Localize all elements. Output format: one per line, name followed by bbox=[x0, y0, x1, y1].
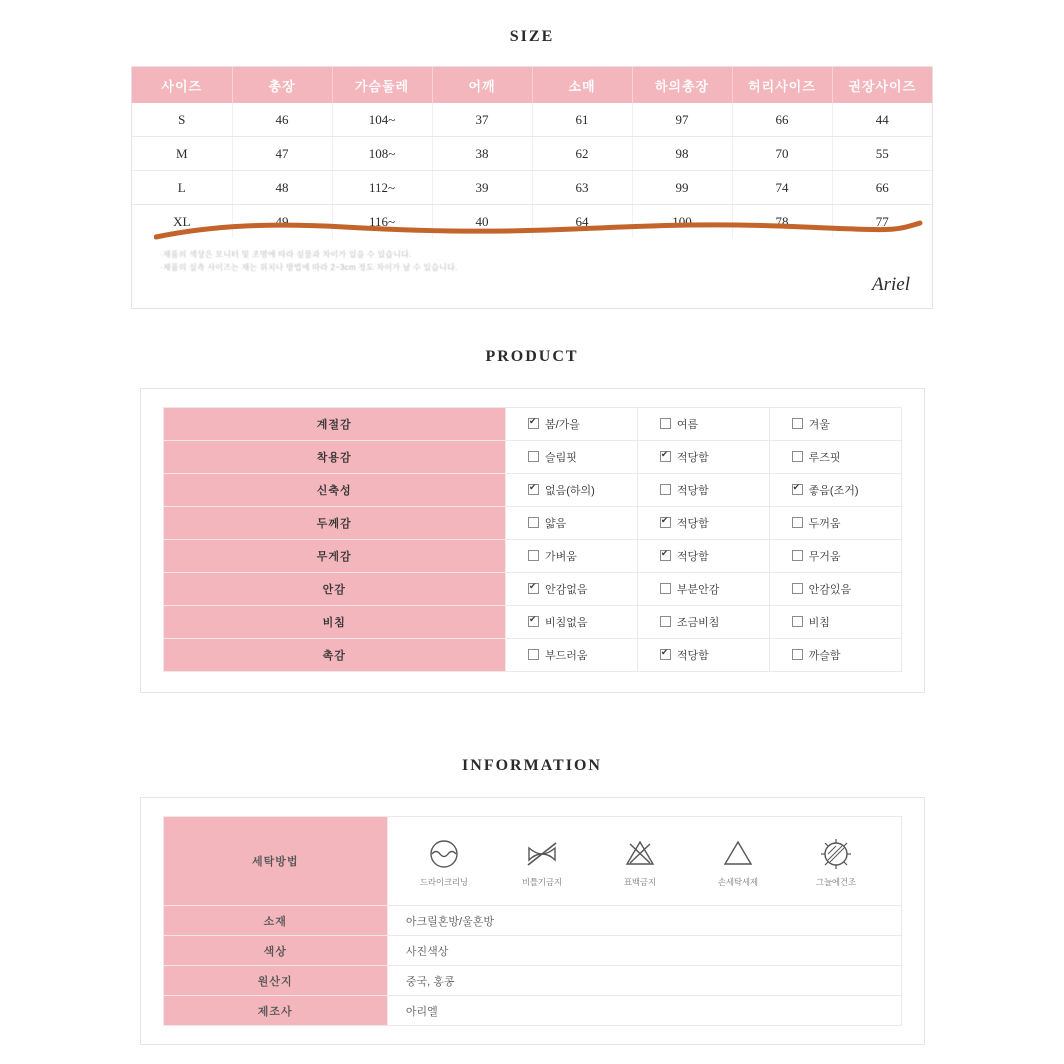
product-option-label: 적당함 bbox=[676, 452, 709, 464]
size-cell: L bbox=[132, 171, 232, 205]
care-caption: 손세탁세제 bbox=[717, 877, 758, 887]
size-cell: 116~ bbox=[332, 205, 432, 239]
product-option-label: 두꺼움 bbox=[808, 518, 841, 530]
checkbox-icon[interactable] bbox=[660, 583, 671, 594]
table-row bbox=[163, 408, 901, 441]
checkbox-checked-icon[interactable] bbox=[528, 418, 539, 429]
size-table-header-row bbox=[132, 67, 932, 103]
checkbox-icon[interactable] bbox=[792, 550, 803, 561]
info-label: 소재 bbox=[163, 906, 387, 936]
table-row bbox=[132, 137, 932, 171]
checkbox-icon[interactable] bbox=[660, 484, 671, 495]
checkbox-icon[interactable] bbox=[528, 451, 539, 462]
product-option-label: 부드러움 bbox=[544, 650, 588, 662]
information-section bbox=[0, 757, 1064, 1045]
product-option-label: 조금비침 bbox=[676, 617, 720, 629]
product-attribute-label: 안감 bbox=[163, 573, 505, 606]
table-row bbox=[132, 103, 932, 137]
care-caption: 그늘에건조 bbox=[815, 877, 856, 887]
care-item bbox=[604, 834, 676, 888]
product-attribute-label: 신축성 bbox=[163, 474, 505, 507]
size-cell: 37 bbox=[432, 103, 532, 137]
info-value: 아리엘 bbox=[387, 996, 901, 1026]
table-row bbox=[163, 996, 901, 1026]
size-col-4: 소매 bbox=[532, 67, 632, 103]
product-option-label: 무거움 bbox=[808, 551, 841, 563]
size-col-1: 총장 bbox=[232, 67, 332, 103]
product-attribute-label: 비침 bbox=[163, 606, 505, 639]
checkbox-icon[interactable] bbox=[528, 517, 539, 528]
size-cell: 66 bbox=[832, 171, 932, 205]
care-icons bbox=[398, 834, 891, 888]
checkbox-checked-icon[interactable] bbox=[528, 583, 539, 594]
table-row bbox=[163, 540, 901, 573]
information-title: INFORMATION bbox=[462, 757, 602, 774]
checkbox-icon[interactable] bbox=[660, 616, 671, 627]
size-cell: 100 bbox=[632, 205, 732, 239]
product-option[interactable] bbox=[637, 573, 769, 606]
size-section bbox=[0, 28, 1064, 309]
product-table bbox=[163, 407, 902, 672]
size-cell: 77 bbox=[875, 213, 889, 229]
product-option[interactable] bbox=[505, 540, 637, 573]
size-cell: 98 bbox=[632, 137, 732, 171]
table-row bbox=[163, 474, 901, 507]
information-table bbox=[163, 816, 902, 1026]
care-caption: 비틀기금지 bbox=[521, 877, 562, 887]
care-caption: 드라이크리닝 bbox=[419, 877, 468, 887]
size-cell: 38 bbox=[432, 137, 532, 171]
product-attribute-label: 두께감 bbox=[163, 507, 505, 540]
size-cell: 61 bbox=[532, 103, 632, 137]
info-label: 색상 bbox=[163, 936, 387, 966]
product-option-label: 좋음(조거) bbox=[808, 485, 859, 497]
product-option[interactable] bbox=[769, 408, 901, 441]
size-cell: 70 bbox=[732, 137, 832, 171]
size-col-2: 가슴둘레 bbox=[332, 67, 432, 103]
product-option[interactable] bbox=[637, 540, 769, 573]
size-card bbox=[131, 66, 933, 309]
care-item bbox=[800, 834, 872, 888]
size-cell: 46 bbox=[232, 103, 332, 137]
product-card bbox=[140, 388, 925, 693]
table-row bbox=[163, 573, 901, 606]
info-value: 중국, 홍콩 bbox=[387, 966, 901, 996]
product-option[interactable] bbox=[637, 507, 769, 540]
product-attribute-label: 착용감 bbox=[163, 441, 505, 474]
product-option[interactable] bbox=[637, 606, 769, 639]
checkbox-icon[interactable] bbox=[528, 550, 539, 561]
product-option-label: 안감없음 bbox=[544, 584, 588, 596]
product-option-label: 적당함 bbox=[676, 551, 709, 563]
product-option[interactable] bbox=[505, 573, 637, 606]
care-icons-cell bbox=[387, 817, 901, 906]
size-cell: 39 bbox=[432, 171, 532, 205]
size-col-3: 어깨 bbox=[432, 67, 532, 103]
product-option-label: 적당함 bbox=[676, 485, 709, 497]
product-option-label: 안감있음 bbox=[808, 584, 852, 596]
size-notes bbox=[132, 238, 932, 308]
info-label: 제조사 bbox=[163, 996, 387, 1026]
size-cell: M bbox=[132, 137, 232, 171]
product-option[interactable] bbox=[505, 606, 637, 639]
checkbox-checked-icon[interactable] bbox=[528, 484, 539, 495]
size-col-0: 사이즈 bbox=[132, 67, 232, 103]
size-cell: 104~ bbox=[332, 103, 432, 137]
checkbox-checked-icon[interactable] bbox=[528, 616, 539, 627]
checkbox-checked-icon[interactable] bbox=[660, 517, 671, 528]
care-label: 세탁방법 bbox=[163, 817, 387, 906]
size-title: SIZE bbox=[509, 28, 555, 45]
information-card bbox=[140, 797, 925, 1045]
size-cell: 108~ bbox=[332, 137, 432, 171]
size-table bbox=[132, 67, 932, 238]
size-col-5: 하의총장 bbox=[632, 67, 732, 103]
size-cell: 74 bbox=[732, 171, 832, 205]
product-option[interactable] bbox=[505, 441, 637, 474]
product-option[interactable] bbox=[505, 639, 637, 672]
size-cell: XL bbox=[132, 205, 232, 239]
product-option[interactable] bbox=[769, 474, 901, 507]
product-title: PRODUCT bbox=[485, 348, 579, 365]
size-cell: S bbox=[132, 103, 232, 137]
product-option-label: 까슬함 bbox=[808, 650, 841, 662]
table-row bbox=[163, 441, 901, 474]
product-option-label: 슬림핏 bbox=[544, 452, 577, 464]
size-col-7: 권장사이즈 bbox=[832, 67, 932, 103]
table-row bbox=[163, 606, 901, 639]
table-row bbox=[163, 639, 901, 672]
care-item bbox=[408, 834, 480, 888]
checkbox-checked-icon[interactable] bbox=[660, 649, 671, 660]
checkbox-icon[interactable] bbox=[528, 649, 539, 660]
care-item bbox=[702, 834, 774, 888]
product-option-label: 겨울 bbox=[808, 419, 830, 431]
size-cell: 97 bbox=[632, 103, 732, 137]
product-option[interactable] bbox=[769, 507, 901, 540]
product-option-label: 부분안감 bbox=[676, 584, 720, 596]
product-option[interactable] bbox=[505, 408, 637, 441]
product-option[interactable] bbox=[769, 441, 901, 474]
product-option-label: 루즈핏 bbox=[808, 452, 841, 464]
product-option-label: 적당함 bbox=[676, 650, 709, 662]
dry-clean-icon bbox=[408, 834, 480, 874]
product-option-label: 얇음 bbox=[544, 518, 567, 530]
size-cell: 40 bbox=[432, 205, 532, 239]
no-bleach-icon bbox=[604, 834, 676, 874]
checkbox-checked-icon[interactable] bbox=[792, 484, 803, 495]
size-cell: 63 bbox=[532, 171, 632, 205]
product-option[interactable] bbox=[505, 474, 637, 507]
product-option[interactable] bbox=[637, 474, 769, 507]
checkbox-checked-icon[interactable] bbox=[660, 550, 671, 561]
size-cell: 64 bbox=[532, 205, 632, 239]
product-option[interactable] bbox=[769, 606, 901, 639]
product-option-label: 없음(하의) bbox=[544, 485, 595, 497]
checkbox-icon[interactable] bbox=[660, 418, 671, 429]
product-option-label: 가벼움 bbox=[544, 551, 577, 563]
size-cell: 66 bbox=[732, 103, 832, 137]
product-section bbox=[0, 348, 1064, 693]
size-cell: 112~ bbox=[332, 171, 432, 205]
info-value: 사진색상 bbox=[387, 936, 901, 966]
size-cell: 48 bbox=[232, 171, 332, 205]
table-row bbox=[163, 966, 901, 996]
table-row bbox=[163, 906, 901, 936]
size-cell: 47 bbox=[232, 137, 332, 171]
product-option-label: 비침없음 bbox=[544, 617, 588, 629]
size-cell: 62 bbox=[532, 137, 632, 171]
table-row bbox=[132, 205, 932, 239]
product-option-label: 봄/가을 bbox=[544, 419, 580, 431]
product-attribute-label: 촉감 bbox=[163, 639, 505, 672]
product-option[interactable] bbox=[505, 507, 637, 540]
checkbox-checked-icon[interactable] bbox=[660, 451, 671, 462]
checkbox-icon[interactable] bbox=[792, 517, 803, 528]
shade-dry-icon bbox=[800, 834, 872, 874]
product-option[interactable] bbox=[637, 408, 769, 441]
info-label: 원산지 bbox=[163, 966, 387, 996]
brand-logo: Ariel bbox=[872, 274, 910, 295]
checkbox-icon[interactable] bbox=[792, 418, 803, 429]
size-col-6: 허리사이즈 bbox=[732, 67, 832, 103]
product-attribute-label: 무게감 bbox=[163, 540, 505, 573]
size-note-2: ·제품의 실측 사이즈는 재는 위치나 방법에 따라 2~3cm 정도 차이가 날 수 있습니다. bbox=[160, 263, 458, 272]
table-row bbox=[132, 171, 932, 205]
checkbox-icon[interactable] bbox=[792, 451, 803, 462]
product-option-label: 적당함 bbox=[676, 518, 709, 530]
product-option[interactable] bbox=[637, 639, 769, 672]
checkbox-icon[interactable] bbox=[792, 583, 803, 594]
checkbox-icon[interactable] bbox=[792, 649, 803, 660]
size-cell: 44 bbox=[832, 103, 932, 137]
product-option[interactable] bbox=[769, 573, 901, 606]
no-wring-icon bbox=[506, 834, 578, 874]
hand-wash-icon bbox=[702, 834, 774, 874]
product-option[interactable] bbox=[637, 441, 769, 474]
info-value: 아크릴혼방/울혼방 bbox=[387, 906, 901, 936]
product-option[interactable] bbox=[769, 639, 901, 672]
table-row bbox=[163, 507, 901, 540]
product-option[interactable] bbox=[769, 540, 901, 573]
size-cell: 78 bbox=[732, 205, 832, 239]
size-cell: 55 bbox=[832, 137, 932, 171]
table-row bbox=[163, 936, 901, 966]
care-row bbox=[163, 817, 901, 906]
product-attribute-label: 계절감 bbox=[163, 408, 505, 441]
size-cell: 99 bbox=[632, 171, 732, 205]
size-note-1: ·제품의 색상은 모니터 및 조명에 따라 실물과 차이가 있을 수 있습니다. bbox=[160, 250, 412, 259]
product-option-label: 비침 bbox=[808, 617, 830, 629]
care-caption: 표백금지 bbox=[623, 877, 656, 887]
care-item bbox=[506, 834, 578, 888]
product-option-label: 여름 bbox=[676, 419, 699, 431]
size-cell: 49 bbox=[232, 205, 332, 239]
checkbox-icon[interactable] bbox=[792, 616, 803, 627]
